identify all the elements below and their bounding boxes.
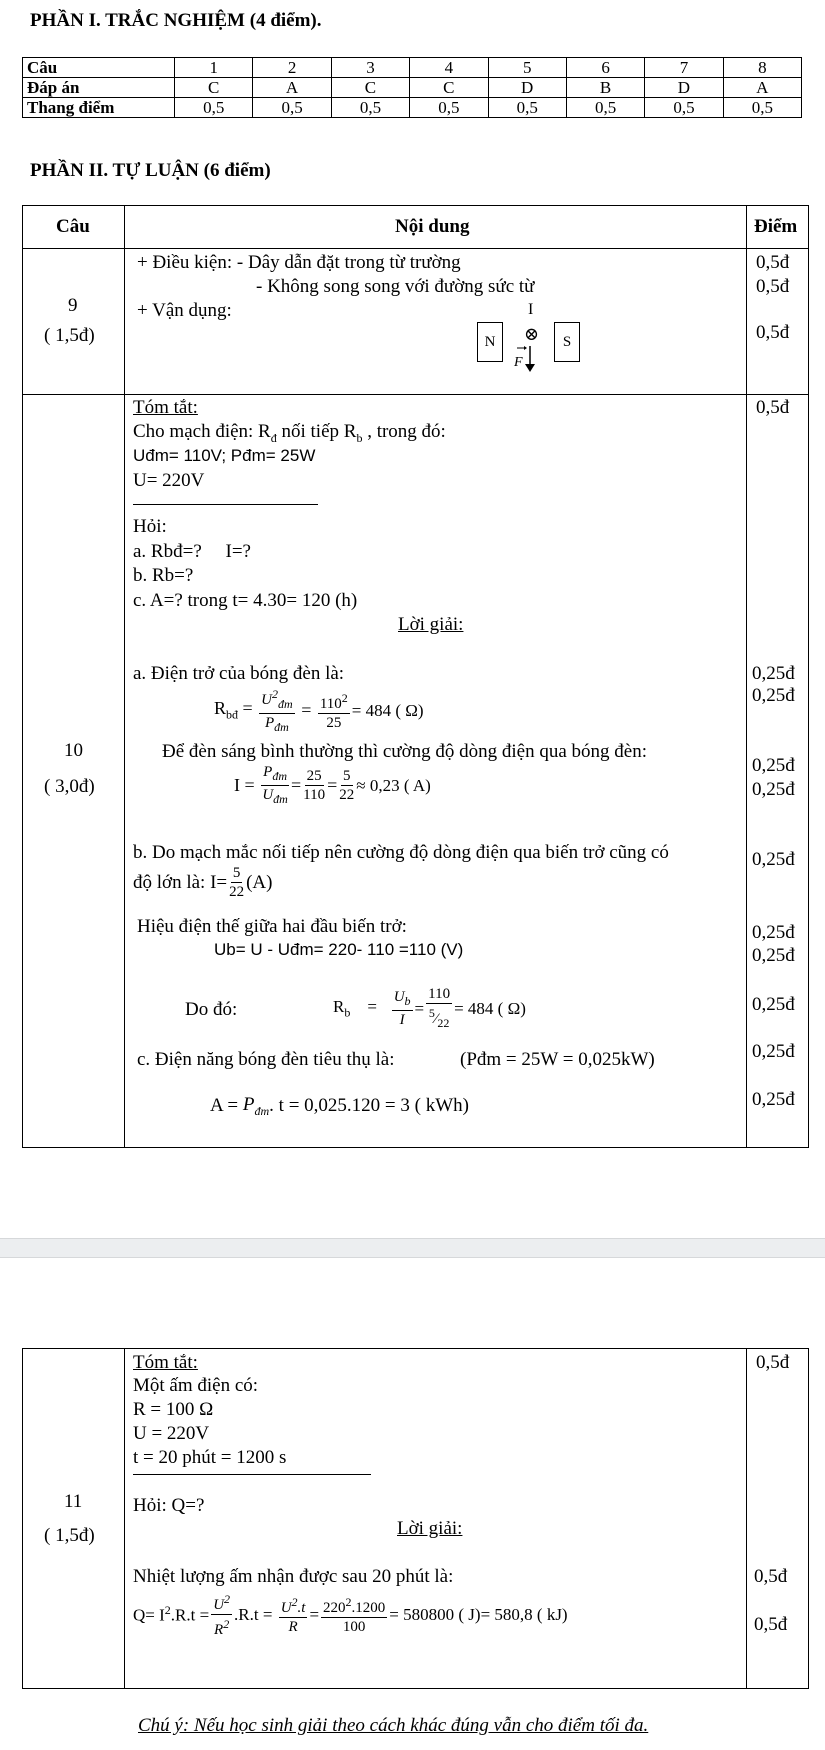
cell: 4 [410,58,488,78]
cell: 0,5 [253,98,331,118]
column-divider [124,1348,125,1689]
cell: 8 [723,58,801,78]
q11-question: Hỏi: Q=? [133,1495,205,1516]
q10-question-c: c. A=? trong t= 4.30= 120 (h) [133,590,358,611]
q10-b-dodo: Do đó: [185,999,238,1020]
q9-score: 0,5đ [756,322,790,343]
q11-solution-heading: Lời giải: [397,1518,463,1539]
question-row [23,58,802,78]
q9-line1: + Điều kiện: - Dây dẫn đặt trong từ trường [137,252,461,273]
q10-score: 0,25đ [752,849,795,870]
q11-points: ( 1,5đ) [44,1525,95,1546]
q10-a-equation2: I = $\frac{P_{đm}}{U_{đm}}$ = $\frac{25}{110}$ = $\frac{5}{22}$ ≈ 0,23 ( A) [234,764,431,806]
cell: C [331,78,409,98]
q9-score: 0,5đ [756,252,790,273]
q9-number: 9 [68,295,78,316]
page-break [0,1238,825,1258]
cell: C [175,78,253,98]
q10-points: ( 3,0đ) [44,776,95,797]
q10-b-equation2: $R_b$ = $\frac{U_b}{I}$ = $\frac{110}{^5⁄_{22}}$ = 484 ( Ω) [333,986,526,1030]
q11-given-1: R = 100 Ω [133,1399,214,1420]
q10-b-equation: Ub= U - Uđm= 220- 110 =110 (V) [214,940,464,959]
text: Cho mạch điện: R [133,421,271,442]
q11-score: 0,5đ [754,1566,788,1587]
cell: 0,5 [488,98,566,118]
q10-summary-heading: Tóm tắt: [133,397,198,418]
result: = 580800 ( J)= 580,8 ( kJ) [389,1604,568,1624]
summary-divider [133,504,318,505]
q10-question-heading: Hỏi: [133,516,167,537]
text: nối tiếp R [276,421,357,442]
cell: 3 [331,58,409,78]
cell: 7 [645,58,723,78]
q10-c-text: c. Điện năng bóng đèn tiêu thụ là: [137,1049,395,1070]
q9-line2: - Không song song với đường sức từ [256,276,535,297]
magnet-n: N [477,322,503,362]
cell: D [488,78,566,98]
q9-score: 0,5đ [756,276,790,297]
cell: 2 [253,58,331,78]
q10-score: 0,25đ [752,779,795,800]
q10-given-1: Uđm= 110V; Pđm= 25W [133,446,316,465]
q10-score: 0,25đ [752,685,795,706]
q10-score: 0,25đ [752,1041,795,1062]
footnote: Chú ý: Nếu học sinh giải theo cách khác đúng vẫn cho điểm tối đa. [138,1715,649,1736]
q9-points: ( 1,5đ) [44,325,95,346]
score-row [23,98,802,118]
cell: C [410,78,488,98]
q11-text: Nhiệt lượng ấm nhận được sau 20 phút là: [133,1566,454,1587]
q10-c-power: (Pđm = 25W = 0,025kW) [460,1049,655,1070]
cell: 1 [175,58,253,78]
cell: 0,5 [410,98,488,118]
row-label: Đáp án [23,78,175,98]
subscript: b [356,430,363,445]
cell: 0,5 [566,98,644,118]
text: độ lớn là: I= [133,871,228,893]
cell: D [645,78,723,98]
cell: 0,5 [723,98,801,118]
cell: 0,5 [331,98,409,118]
unit: (A) [246,871,273,893]
q10-b-text3: Hiệu điện thế giữa hai đầu biến trở: [137,916,407,937]
answer-table [22,57,802,118]
answer-row [23,78,802,98]
row-divider [22,394,809,395]
header-diem: Điểm [754,216,798,237]
q10-circuit-line [133,421,446,446]
result: = 484 ( Ω) [351,700,424,720]
result: ≈ 0,23 ( A) [356,775,431,795]
part1-title: PHẦN I. TRẮC NGHIỆM (4 điểm). [30,10,322,31]
q10-number: 10 [64,740,83,761]
q9-line3: + Vận dụng: [137,300,232,321]
cell: 0,5 [645,98,723,118]
cell: B [566,78,644,98]
header-cau: Câu [56,216,90,237]
cell: 6 [566,58,644,78]
cell: A [253,78,331,98]
q11-score: 0,5đ [756,1352,790,1373]
q11-summary-heading: Tóm tắt: [133,1352,198,1373]
q11-given-3: t = 20 phút = 1200 s [133,1447,287,1468]
result: . t = 0,025.120 = 3 ( kWh) [269,1095,469,1117]
q10-solution-heading: Lời giải: [398,614,464,635]
q10-score: 0,25đ [752,1089,795,1110]
part2-title: PHẦN II. TỰ LUẬN (6 điểm) [30,160,271,181]
summary-divider [133,1474,371,1475]
q10-score: 0,25đ [752,663,795,684]
row-label: Câu [23,58,175,78]
cell: 5 [488,58,566,78]
q11-score: 0,5đ [754,1614,788,1635]
q11-given-2: U = 220V [133,1423,210,1444]
figure-current-label: I [528,301,534,318]
q10-c-equation: A = $P_{đm}$ . t = 0,025.120 = 3 ( kWh) [210,1094,469,1118]
q11-equation: $Q= I^2.R.t$ = $\frac{U^2}{R^2}$ .R.t = $\frac{U^2.t}{R}$ = $\frac{220^2.1200}{100}$ = 580800 ( J)= 580,8 ( kJ) [133,1592,568,1638]
magnet-s: S [554,322,580,362]
column-divider [124,205,125,1148]
q10-score: 0,25đ [752,994,795,1015]
q10-score: 0,25đ [752,755,795,776]
text: , trong đó: [362,421,446,442]
q10-question-b: b. Rb=? [133,565,194,586]
column-divider [746,1348,747,1689]
q10-a-title: a. Điện trở của bóng đèn là: [133,663,345,684]
q10-b-text1: b. Do mạch mắc nối tiếp nên cường độ dòng điện qua biến trở cũng có [133,842,669,863]
q10-score: 0,25đ [752,945,795,966]
force-label: F [514,355,523,370]
q11-number: 11 [64,1491,83,1512]
q10-score: 0,5đ [756,397,790,418]
cell: A [723,78,801,98]
row-divider [22,248,809,249]
q10-a-equation: $R_{bđ}$ = $\frac{U^2_{đm}}{P_{đm}}$ = $\frac{110^2}{25}$ = 484 ( Ω) [214,687,424,734]
q10-question-a: a. Rbđ=? I=? [133,541,251,562]
current-into-page-icon: ⊗ [524,324,540,344]
column-divider [746,205,747,1148]
q10-a-sentence: Để đèn sáng bình thường thì cường độ dòng điện qua bóng đèn: [162,741,648,762]
header-noi-dung: Nội dung [395,216,470,237]
q10-score: 0,25đ [752,922,795,943]
row-label: Thang điểm [23,98,175,118]
q11-given-0: Một ấm điện có: [133,1375,259,1396]
subscript: đ [270,430,277,445]
q10-b-text2: độ lớn là: I= $\frac{5}{22}$ (A) [133,865,273,900]
cell: 0,5 [175,98,253,118]
result: = 484 ( Ω) [454,998,526,1018]
q10-given-2: U= 220V [133,470,205,491]
